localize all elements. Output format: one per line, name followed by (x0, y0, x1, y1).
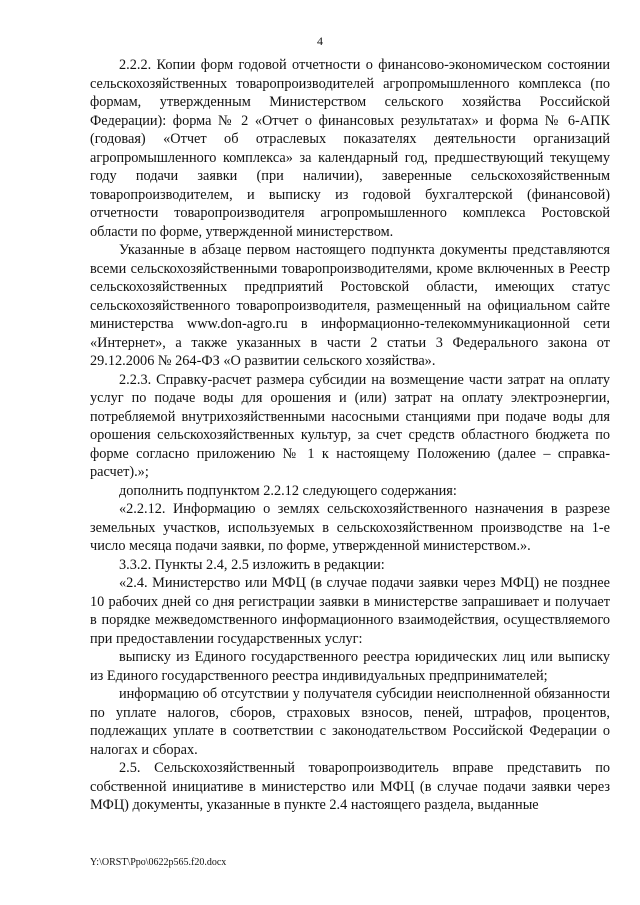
document-body (90, 56, 610, 815)
paragraph-2-2-12: «2.2.12. Информацию о землях сельскохозяйственного назначения в разрезе земельных участков, используемых в сельскохозяйственном производстве на 1-е число месяца подачи заявки, по форме, утвержденной министерством.». (90, 501, 610, 554)
paragraph-2-2-3: 2.2.3. Справку-расчет размера субсидии на возмещение части затрат на оплату услуг по подаче воды для орошения и (или) затрат на оплату электроэнергии, потребляемой внутрихозяйственными насосными станциями при подаче воды для орошения сельскохозяйственных культур, за счет средств областного бюджета по форме согласно приложению № 1 к настоящему Положению (далее – справка-расчет).»; (90, 371, 610, 480)
paragraph-3-3-2: 3.3.2. Пункты 2.4, 2.5 изложить в редакции: (119, 556, 385, 573)
paragraph-documents-note: Указанные в абзаце первом настоящего подпункта документы представляются всеми сельскохозяйственными товаропроизводителями, кроме включенных в Реестр сельскохозяйственных предприятий Ростовской области, имеющих статус сельскохозяйственного товаропроизводителя, размещенный на официальном сайте министерства www.don-agro.ru в информационно-телекоммуникационной сети «Интернет», а также указанных в части 2 статьи 3 Федерального закона от 29.12.2006 № 264-ФЗ «О развитии сельского хозяйства». (90, 242, 610, 369)
paragraph-egrul-extract: выписку из Единого государственного реестра юридических лиц или выписку из Единого государственного реестра индивидуальных предпринимателей; (90, 649, 610, 684)
page-number: 4 (317, 34, 323, 48)
footer-file-path: Y:\ORST\Ppo\0622p565.f20.docx (90, 857, 227, 868)
paragraph-2-4: «2.4. Министерство или МФЦ (в случае подачи заявки через МФЦ) не позднее 10 рабочих дней со дня регистрации заявки в министерстве запрашивает и получает в порядке межведомственного информационного взаимодействия, осуществляемого при предоставлении государственных услуг: (90, 575, 610, 647)
paragraph-2-5: 2.5. Сельскохозяйственный товаропроизводитель вправе представить по собственной инициативе в министерство или МФЦ (в случае подачи заявки через МФЦ) документы, указанные в пункте 2.4 настоящего раздела, выданные (90, 760, 610, 813)
paragraph-tax-info: информацию об отсутствии у получателя субсидии неисполненной обязанности по уплате налогов, сборов, страховых взносов, пеней, штрафов, процентов, подлежащих уплате в соответствии с законодательством Российской Федерации о налогах и сборах. (90, 686, 610, 758)
paragraph-2-2-2: 2.2.2. Копии форм годовой отчетности о финансово-экономическом состоянии сельскохозяйственных товаропроизводителей агропромышленного комплекса (по формам, утвержденным Министерством сельского хозяйства Российской Федерации): форма № 2 «Отчет о финансовых результатах» и форма № 6-АПК (годовая) «Отчет об отраслевых показателях деятельности организаций агропромышленного комплекса» за календарный год, предшествующий текущему году подачи заявки (при наличии), заверенные сельскохозяйственным товаропроизводителем, и выписку из годовой бухгалтерской (финансовой) отчетности товаропроизводителя агропромышленного комплекса Ростовской области по форме, утвержденной министерством. (90, 57, 610, 240)
paragraph-add-subclause: дополнить подпунктом 2.2.12 следующего содержания: (119, 482, 457, 499)
